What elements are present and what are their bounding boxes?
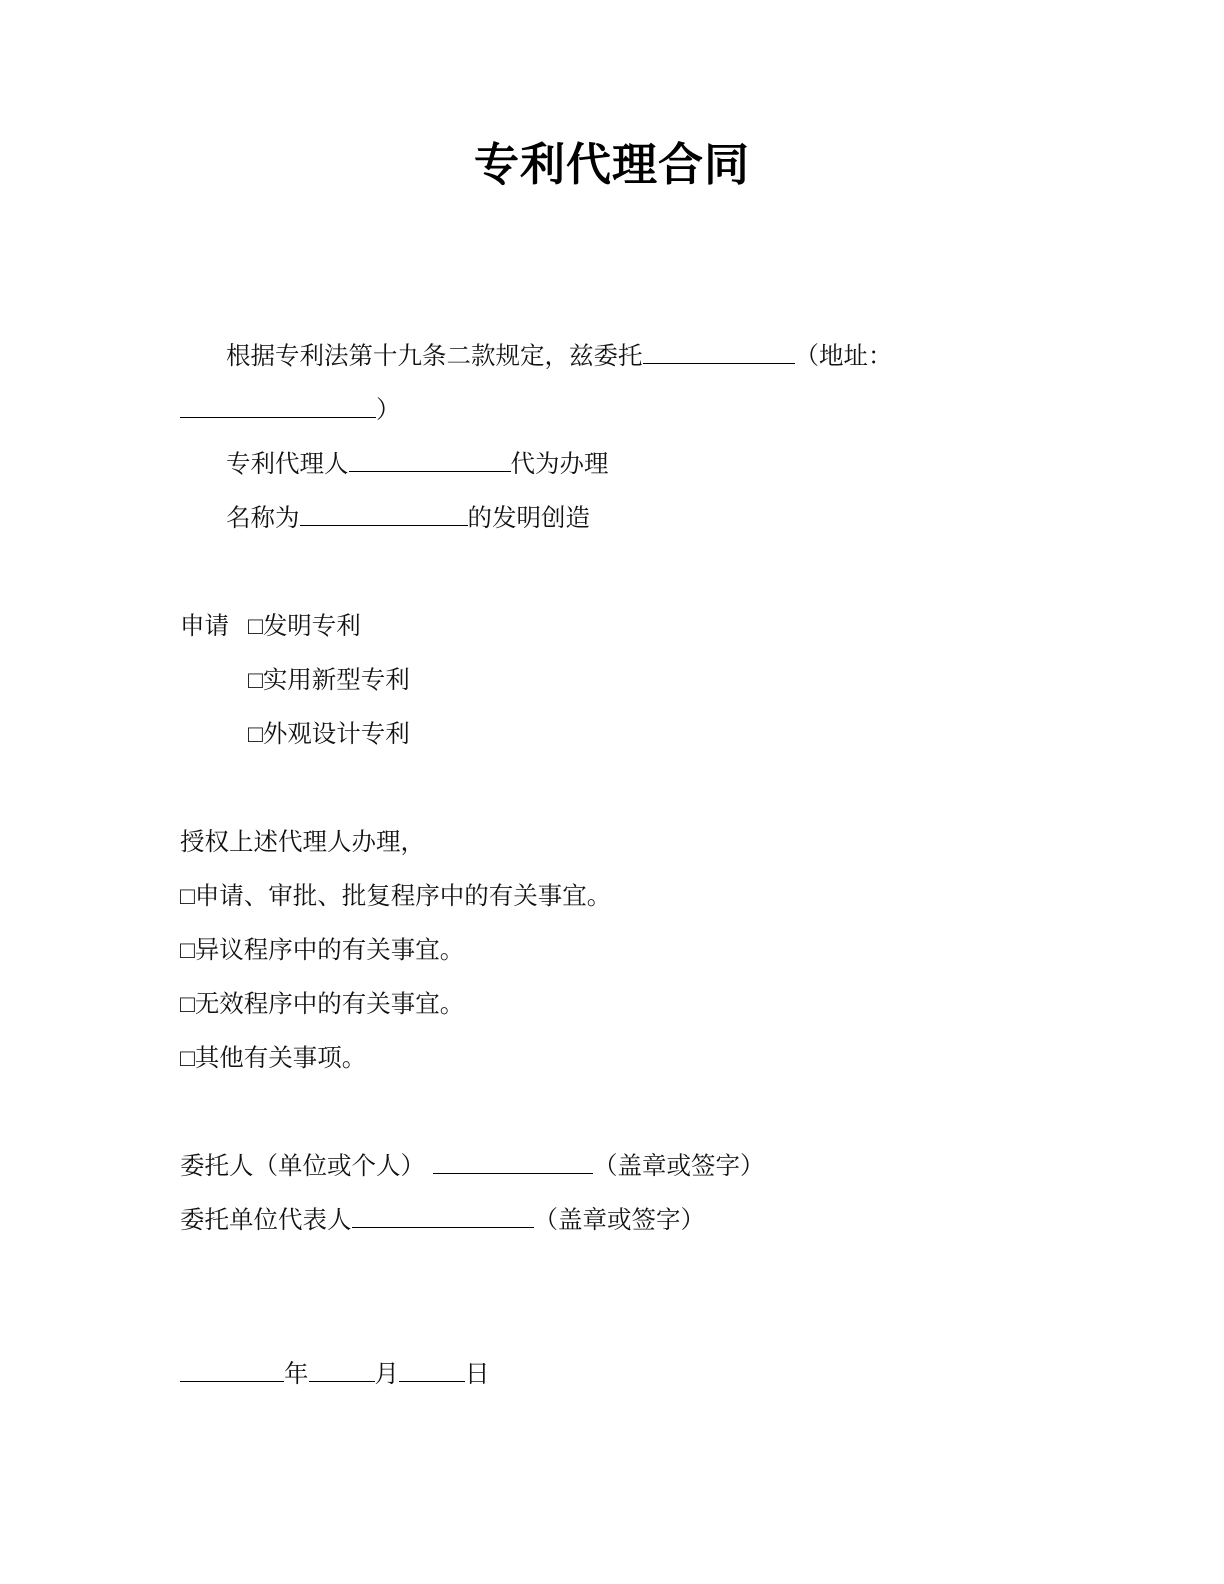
date-year-blank[interactable] <box>180 1355 284 1382</box>
paragraph-invention-name <box>180 492 1060 546</box>
patent-agent-suffix: 代为办理 <box>510 451 609 478</box>
spacer <box>180 762 1060 816</box>
client-signature-row <box>180 1140 1060 1194</box>
application-label: 申请 <box>180 613 229 640</box>
client-signature-label: 委托人（单位或个人） <box>180 1153 425 1180</box>
checkbox-icon[interactable]: □ <box>180 937 195 964</box>
date-day-label: 日 <box>465 1361 490 1388</box>
application-option-invention-label[interactable]: 发明专利 <box>262 613 361 640</box>
date-row <box>180 1348 1060 1402</box>
invention-name-suffix: 的发明创造 <box>467 505 590 532</box>
application-type-row-0 <box>180 600 1060 654</box>
date-day-blank[interactable] <box>399 1355 465 1382</box>
representative-signature-blank[interactable] <box>352 1201 534 1228</box>
entrusted-party-blank[interactable] <box>643 337 795 364</box>
patent-agent-blank[interactable] <box>349 445 511 472</box>
authorization-heading: 授权上述代理人办理， <box>180 829 425 856</box>
client-signature-blank[interactable] <box>433 1147 593 1174</box>
checkbox-icon[interactable]: □ <box>180 991 195 1018</box>
checkbox-icon[interactable]: □ <box>248 667 263 694</box>
checkbox-icon[interactable]: □ <box>248 721 263 748</box>
closing-paren-text: ） <box>376 397 401 424</box>
application-type-row-1 <box>180 654 1060 708</box>
application-option-design-label[interactable]: 外观设计专利 <box>262 721 410 748</box>
patent-agent-label: 专利代理人 <box>226 451 349 478</box>
address-label-text: （地址： <box>794 343 893 370</box>
checkbox-icon[interactable]: □ <box>180 883 195 910</box>
invention-name-blank[interactable] <box>300 499 468 526</box>
document-body <box>180 330 1060 1402</box>
representative-signature-suffix: （盖章或签字） <box>533 1207 705 1234</box>
spacer <box>180 1248 1060 1302</box>
authorization-item-other-label[interactable]: 其他有关事项。 <box>194 1045 367 1072</box>
authorization-row-0 <box>180 870 1060 924</box>
checkbox-icon[interactable]: □ <box>180 1045 195 1072</box>
checkbox-icon[interactable]: □ <box>248 613 263 640</box>
invention-name-label: 名称为 <box>226 505 300 532</box>
authorization-item-opposition-label[interactable]: 异议程序中的有关事宜。 <box>194 937 465 964</box>
paragraph-patent-agent <box>180 438 1060 492</box>
commission-lead-text: 根据专利法第十九条二款规定，兹委托 <box>226 343 643 370</box>
date-year-label: 年 <box>284 1361 309 1388</box>
spacer <box>180 546 1060 600</box>
date-month-blank[interactable] <box>309 1355 375 1382</box>
authorization-row-2 <box>180 978 1060 1032</box>
authorization-row-1 <box>180 924 1060 978</box>
representative-signature-label: 委托单位代表人 <box>180 1207 352 1234</box>
date-month-label: 月 <box>374 1361 399 1388</box>
page-title: 专利代理合同 <box>473 138 750 191</box>
spacer <box>180 1302 1060 1348</box>
authorization-row-3 <box>180 1032 1060 1086</box>
application-type-row-2 <box>180 708 1060 762</box>
spacer <box>180 1086 1060 1140</box>
authorization-item-application-label[interactable]: 申请、审批、批复程序中的有关事宜。 <box>194 883 612 910</box>
address-blank[interactable] <box>180 391 376 418</box>
representative-signature-row <box>180 1194 1060 1248</box>
paragraph-commission-intro <box>180 330 1060 438</box>
application-option-utility-model-label[interactable]: 实用新型专利 <box>262 667 410 694</box>
client-signature-suffix: （盖章或签字） <box>593 1153 765 1180</box>
authorization-item-invalidation-label[interactable]: 无效程序中的有关事宜。 <box>194 991 465 1018</box>
